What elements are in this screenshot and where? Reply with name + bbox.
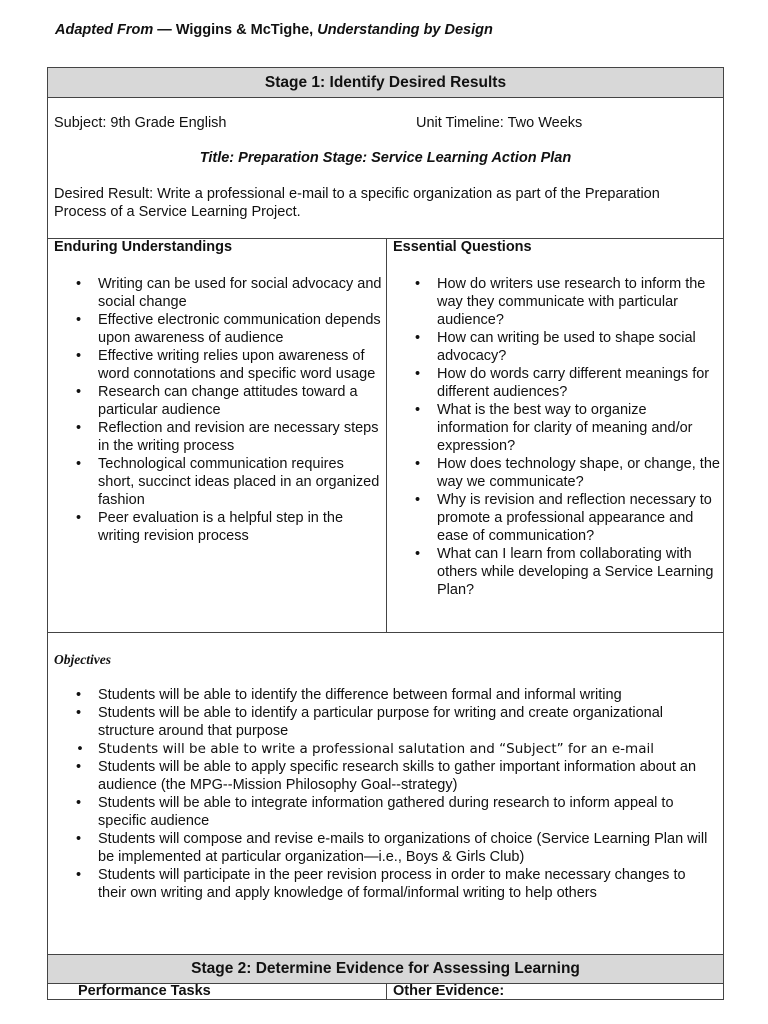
essential-questions-list <box>415 275 721 599</box>
list-item: • Reflection and revision are necessary steps in the writing process <box>76 419 382 455</box>
desired-result-line-1: Desired Result: Write a professional e-mail to a specific organization as part of the Preparation <box>54 186 660 202</box>
enduring-understandings-heading: Enduring Understandings <box>54 239 233 255</box>
list-item: • Effective writing relies upon awareness of word connotations and specific word usage <box>76 347 382 383</box>
list-item: • How do words carry different meanings for different audiences? <box>415 365 721 401</box>
list-item: • Students will participate in the peer revision process in order to make necessary changes to their own writing and apply knowledge of formal/informal writing to help others <box>76 866 716 902</box>
unit-timeline-text: Unit Timeline: Two Weeks <box>416 115 583 131</box>
unit-title: Title: Preparation Stage: Service Learning Action Plan <box>199 150 572 166</box>
list-item: • Effective electronic communication depends upon awareness of audience <box>76 311 382 347</box>
list-item: • Students will be able to write a professional salutation and “Subject” for an e-mail <box>76 740 716 758</box>
list-item: • Students will be able to identify the difference between formal and informal writing <box>76 686 716 704</box>
performance-tasks-heading: Performance Tasks <box>78 983 211 999</box>
list-item: • Why is revision and reflection necessary to promote a professional appearance and ease of communication? <box>415 491 721 545</box>
document-header <box>55 22 493 38</box>
header-book-title: Understanding by Design <box>317 22 493 38</box>
column-divider <box>386 238 387 632</box>
list-item: • What is the best way to organize information for clarity of meaning and/or expression? <box>415 401 721 455</box>
adapted-from-label: Adapted From <box>55 22 154 38</box>
list-item: • Writing can be used for social advocacy and social change <box>76 275 382 311</box>
list-item: • How does technology shape, or change, the way we communicate? <box>415 455 721 491</box>
list-item: • How do writers use research to inform the way they communicate with particular audience? <box>415 275 721 329</box>
essential-questions-heading: Essential Questions <box>393 239 532 255</box>
list-item: • Students will compose and revise e-mails to organizations of choice (Service Learning Plan will be implemented at particular organization—i.e., Boys & Girls Club) <box>76 830 716 866</box>
other-evidence-heading: Other Evidence: <box>393 983 505 999</box>
stage2-heading: Stage 2: Determine Evidence for Assessing Learning <box>48 954 723 984</box>
divider-line <box>48 632 723 633</box>
header-authors: Wiggins & McTighe, <box>175 22 318 38</box>
desired-result-line-2: Process of a Service Learning Project. <box>54 204 301 220</box>
list-item: • Students will be able to apply specific research skills to gather important information about an audience (the MPG--Mission Philosophy Goal--strategy) <box>76 758 716 794</box>
list-item: • Students will be able to integrate information gathered during research to inform appeal to specific audience <box>76 794 716 830</box>
list-item: • Research can change attitudes toward a particular audience <box>76 383 382 419</box>
list-item: • Technological communication requires short, succinct ideas placed in an organized fashion <box>76 455 382 509</box>
subject-text: Subject: 9th Grade English <box>54 115 227 131</box>
planning-template-table <box>47 67 724 1000</box>
list-item: • Students will be able to identify a particular purpose for writing and create organizational structure around that purpose <box>76 704 716 740</box>
list-item: • What can I learn from collaborating with others while developing a Service Learning Plan? <box>415 545 721 599</box>
list-item: • Peer evaluation is a helpful step in the writing revision process <box>76 509 382 545</box>
objectives-list <box>76 686 716 902</box>
stage1-heading: Stage 1: Identify Desired Results <box>48 68 723 98</box>
column-divider <box>386 983 387 999</box>
list-item: • How can writing be used to shape social advocacy? <box>415 329 721 365</box>
enduring-understandings-list <box>76 275 382 545</box>
header-dash: — <box>153 22 176 38</box>
objectives-heading: Objectives <box>54 652 111 667</box>
